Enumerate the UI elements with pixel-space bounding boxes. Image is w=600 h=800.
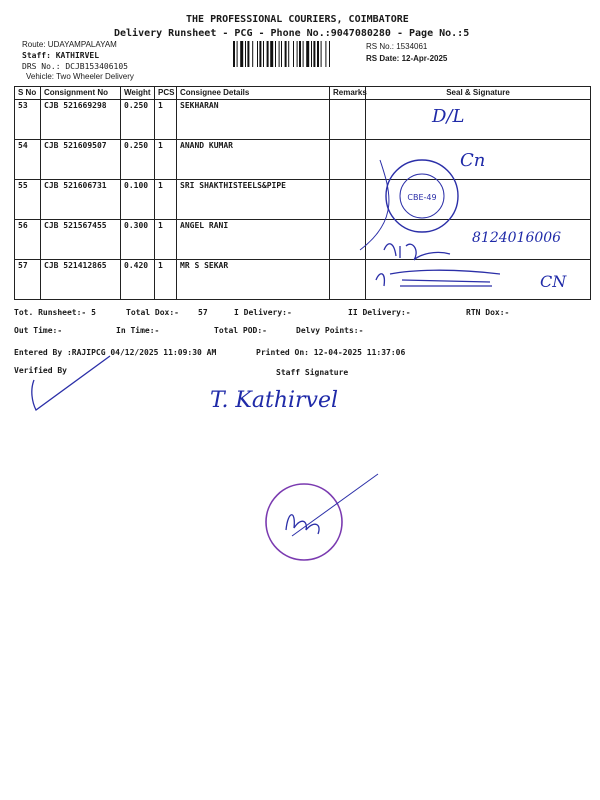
tot-runsheet: Tot. Runsheet:- 5 — [14, 308, 96, 317]
cell-remarks — [330, 100, 366, 140]
cell-consignment: CJB 521567455 — [41, 220, 121, 260]
in-time: In Time:- — [116, 326, 160, 335]
handwritten-phone: 8124016006 — [472, 230, 562, 246]
round-stamp-graphic — [262, 470, 382, 570]
vehicle-label: Vehicle: Two Wheeler Delivery — [26, 72, 134, 81]
handwritten-dl: D/L — [432, 106, 465, 127]
rs-number: RS No.: 1534061 — [366, 42, 428, 51]
col-remarks: Remarks — [330, 87, 366, 100]
table-row — [15, 100, 591, 140]
drs-number: DRS No.: DCJB153406105 — [22, 62, 128, 71]
cell-consignment: CJB 521669298 — [41, 100, 121, 140]
cell-pcs: 1 — [155, 140, 177, 180]
col-seal-signature: Seal & Signature — [366, 87, 591, 100]
staff-signature-label: Staff Signature — [276, 368, 349, 377]
cell-sno: 55 — [15, 180, 41, 220]
cell-sno: 57 — [15, 260, 41, 300]
barcode-graphic — [233, 41, 361, 67]
table-row — [15, 180, 591, 220]
cell-consignment: CJB 521606731 — [41, 180, 121, 220]
runsheet-title: Delivery Runsheet - PCG - Phone No.:9047080280 - Page No.:5 — [114, 28, 470, 39]
table-row — [15, 140, 591, 180]
col-consignee: Consignee Details — [177, 87, 330, 100]
handwritten-cn: Cn — [460, 150, 486, 171]
verified-by-label: Verified By — [14, 366, 67, 375]
cell-pcs: 1 — [155, 180, 177, 220]
printed-on: Printed On: 12-04-2025 11:37:06 — [256, 348, 406, 357]
col-sno: S No — [15, 87, 41, 100]
cell-seal — [366, 100, 591, 140]
runsheet-table — [14, 86, 591, 300]
route-label: Route: UDAYAMPALAYAM — [22, 40, 117, 49]
cell-weight: 0.300 — [121, 220, 155, 260]
table-row — [15, 260, 591, 300]
seal-stamp-graphic — [340, 150, 500, 310]
cell-consignment: CJB 521609507 — [41, 140, 121, 180]
staff-signature: T. Kathirvel — [210, 388, 339, 413]
col-weight: Weight — [121, 87, 155, 100]
cell-pcs: 1 — [155, 220, 177, 260]
out-time: Out Time:- — [14, 326, 63, 335]
verified-by-scribble — [20, 350, 120, 420]
rtn-dox: RTN Dox:- — [466, 308, 510, 317]
col-consignment: Consignment No — [41, 87, 121, 100]
staff-label: Staff: KATHIRVEL — [22, 51, 100, 60]
entered-by: Entered By :RAJIPCG 04/12/2025 11:09:30 AM — [14, 348, 217, 357]
cell-consignee: ANAND KUMAR — [177, 140, 330, 180]
cell-consignment: CJB 521412865 — [41, 260, 121, 300]
handwritten-cn-2: CN — [540, 272, 567, 291]
total-dox-label: Total Dox:- — [126, 308, 179, 317]
stamp-code: CBE-49 — [407, 193, 437, 202]
cell-consignee: MR S SEKAR — [177, 260, 330, 300]
cell-weight: 0.420 — [121, 260, 155, 300]
total-pod: Total POD:- — [214, 326, 267, 335]
i-delivery: I Delivery:- — [234, 308, 292, 317]
cell-consignee: ANGEL RANI — [177, 220, 330, 260]
table-header-row — [15, 87, 591, 100]
ii-delivery: II Delivery:- — [348, 308, 411, 317]
cell-sno: 53 — [15, 100, 41, 140]
cell-weight: 0.100 — [121, 180, 155, 220]
company-name: THE PROFESSIONAL COURIERS, COIMBATORE — [186, 14, 409, 25]
delvy-points: Delvy Points:- — [296, 326, 364, 335]
rs-date: RS Date: 12-Apr-2025 — [366, 54, 448, 63]
cell-pcs: 1 — [155, 100, 177, 140]
cell-consignee: SRI SHAKTHISTEELS&PIPE — [177, 180, 330, 220]
cell-sno: 56 — [15, 220, 41, 260]
cell-pcs: 1 — [155, 260, 177, 300]
total-dox-value: 57 — [198, 308, 208, 317]
cell-consignee: SEKHARAN — [177, 100, 330, 140]
cell-sno: 54 — [15, 140, 41, 180]
cell-weight: 0.250 — [121, 100, 155, 140]
col-pcs: PCS — [155, 87, 177, 100]
cell-weight: 0.250 — [121, 140, 155, 180]
